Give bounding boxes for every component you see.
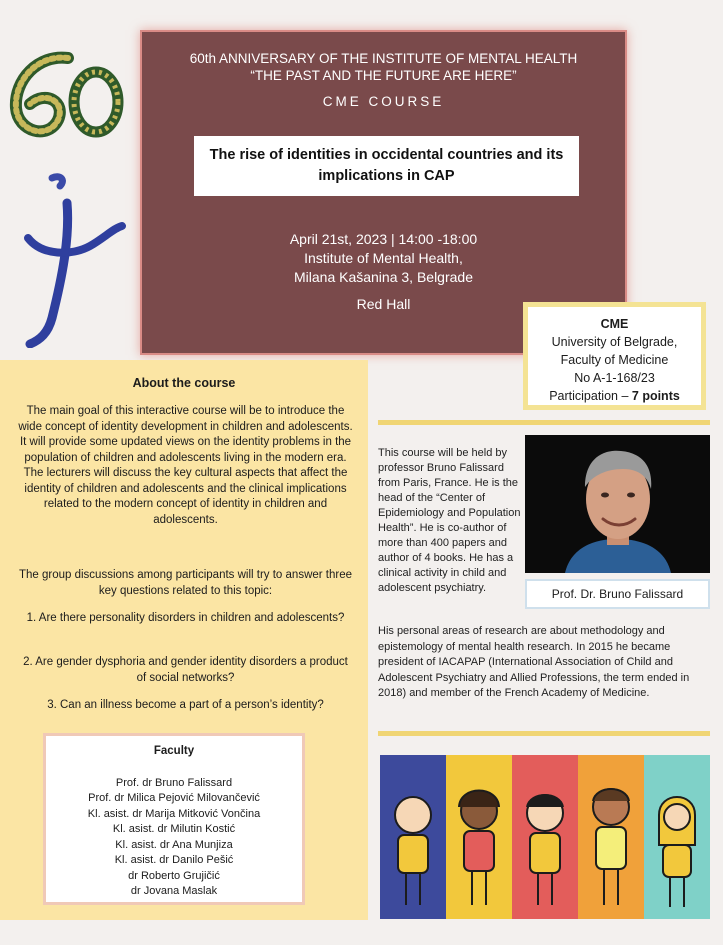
course-title: The rise of identities in occidental countries and its implications in CAP (194, 136, 579, 196)
faculty-member: Kl. asist. dr Milutin Kostić (112, 823, 236, 835)
faculty-member: dr Roberto Grujičić (128, 869, 220, 882)
anniversary-title: 60th ANNIVERSARY OF THE INSTITUTE OF MENTAL HEALTH “THE PAST AND THE FUTURE ARE HERE” (189, 51, 578, 83)
cme-participation: Participation – 7 points (549, 389, 680, 403)
speaker-photo (525, 435, 710, 573)
cme-number: No A-1-168/23 (574, 371, 655, 385)
anniversary-60-logo (8, 50, 128, 145)
faculty-member: Kl. asist. dr Ana Munjiza (115, 838, 233, 851)
speaker-caption: Prof. Dr. Bruno Falissard (525, 579, 710, 609)
faculty-member: Kl. asist. dr Marija Mitković Vončina (87, 807, 261, 820)
about-intro: The main goal of this interactive course will be to introduce the wide concept of identity development in children and adolescents. It will provide some updated views on the identity problems in the population of children and adolescents living in the modern era. The lecturers will discuss the key cultural aspects that affect the identity of children and adolescents and the clinical implications related to the modern concept of identity in children and adolescents. (18, 405, 353, 526)
cme-box (523, 302, 706, 410)
venue-address: Milana Kašanina 3, Belgrade (293, 269, 473, 285)
event-details (140, 230, 627, 287)
institute-logo (22, 168, 132, 348)
venue-name: Institute of Mental Health, (304, 250, 463, 266)
cme-faculty: Faculty of Medicine (560, 353, 669, 367)
faculty-box (43, 733, 305, 905)
event-date: April 21st, 2023 | 14:00 -18:00 (289, 231, 478, 247)
question-2: 2. Are gender dysphoria and gender identity disorders a product of social networks? (23, 656, 348, 684)
cme-points: 7 points (631, 389, 680, 403)
divider (378, 420, 710, 425)
about-discussion: The group discussions among participants will try to answer three key questions related to this topic: (18, 569, 353, 597)
event-room: Red Hall (356, 296, 411, 312)
about-heading: About the course (132, 376, 236, 390)
faculty-member: Prof. dr Bruno Falissard (115, 776, 233, 789)
question-1: 1. Are there personality disorders in children and adolescents? (26, 612, 345, 624)
cme-heading: CME (600, 317, 629, 331)
cme-university: University of Belgrade, (551, 335, 678, 349)
faculty-member: Kl. asist. dr Danilo Pešić (114, 854, 234, 866)
children-illustration (380, 755, 710, 919)
faculty-member: dr Jovana Maslak (130, 885, 218, 897)
course-type: CME COURSE (322, 94, 445, 109)
speaker-bio-intro: This course will be held by professor Bruno Falissard from Paris, France. He is the head of the “Center of Epidemiology and Population Health”. He is co-author of more than 400 papers and author of 4 books. He has a clinical activity in child and adolescent psychiatry. (378, 447, 521, 594)
speaker-bio-research: His personal areas of research are about methodology and epistemology of mental health research. In 2015 he became president of IACAPAP (International Association of Child and Adolescent Psychiatry and Allied Professions, the term ended in 2018) and member of the French Academy of Medicine. (378, 625, 690, 699)
divider (378, 731, 710, 736)
faculty-member: Prof. dr Milica Pejović Milovančević (88, 792, 260, 804)
question-3: 3. Can an illness become a part of a person’s identity? (47, 699, 324, 711)
faculty-heading: Faculty (153, 745, 195, 757)
